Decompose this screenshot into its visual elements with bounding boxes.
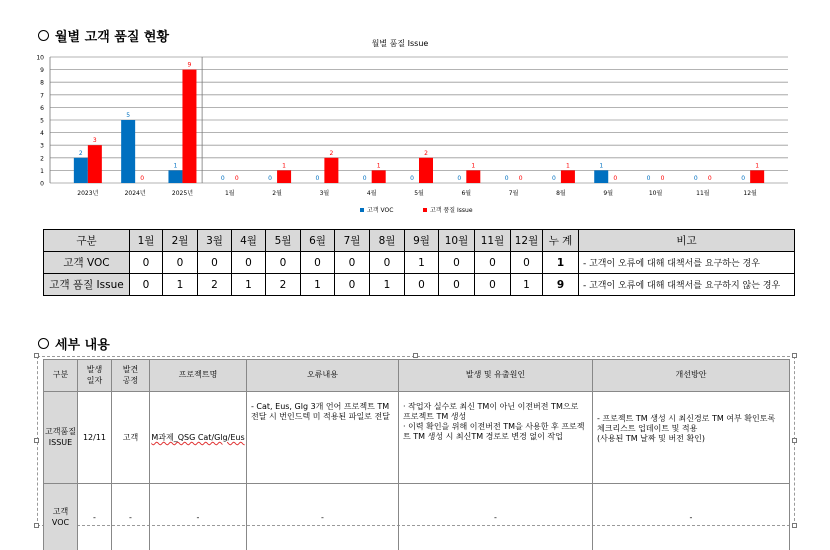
summary-row xyxy=(44,274,795,296)
summary-header-cell: 11월 xyxy=(475,230,511,252)
chart-xtick-label: 12월 xyxy=(743,190,757,197)
chart-ytick-label: 6 xyxy=(40,104,44,112)
summary-header-cell: 12월 xyxy=(511,230,543,252)
summary-cell: 2 xyxy=(198,274,232,296)
summary-cell: 1 xyxy=(405,252,439,274)
detail-row-label: 고객품질 ISSUE xyxy=(44,392,78,484)
summary-cell: 0 xyxy=(405,274,439,296)
chart-data-label: 1 xyxy=(471,162,476,170)
chart-ytick-label: 4 xyxy=(40,130,44,138)
chart-data-label: 5 xyxy=(126,112,131,119)
summary-header-cell: 6월 xyxy=(301,230,335,252)
summary-header-cell: 1월 xyxy=(130,230,163,252)
chart-xtick-label: 2025년 xyxy=(171,190,194,197)
chart-bar xyxy=(466,170,480,183)
summary-cell: 0 xyxy=(198,252,232,274)
summary-header-cell: 4월 xyxy=(232,230,266,252)
chart-bar xyxy=(277,170,291,183)
chart-ytick-label: 5 xyxy=(40,117,44,125)
summary-cell: 0 xyxy=(163,252,198,274)
detail-improvement: - xyxy=(593,484,790,550)
summary-row xyxy=(44,252,795,274)
detail-row-issue xyxy=(44,392,790,484)
chart-xtick-label: 2월 xyxy=(272,190,282,197)
chart-xtick-label: 6월 xyxy=(461,190,472,197)
resize-handle-bottom-right[interactable] xyxy=(792,523,797,528)
chart-xtick-label: 11월 xyxy=(696,190,710,197)
chart-ytick-label: 9 xyxy=(40,67,44,75)
chart-ytick-label: 8 xyxy=(40,79,44,87)
chart-legend-label: 고객 VOC xyxy=(367,207,394,214)
resize-handle-top-middle[interactable] xyxy=(413,353,418,358)
summary-header-row xyxy=(44,230,795,252)
summary-cell: 0 xyxy=(232,252,266,274)
circle-bullet-icon xyxy=(38,338,49,349)
section-title-detail xyxy=(38,334,110,353)
summary-cell: 1 xyxy=(370,274,405,296)
summary-cell: 0 xyxy=(130,274,163,296)
summary-header-cell: 구분 xyxy=(44,230,130,252)
section-title-detail-text: 세부 내용 xyxy=(55,338,110,353)
chart-xtick-label: 10월 xyxy=(648,190,663,197)
summary-table xyxy=(43,229,795,296)
detail-table xyxy=(43,359,790,550)
chart-data-label: 0 xyxy=(220,175,225,182)
summary-cell: 0 xyxy=(335,274,370,296)
chart-data-label: 9 xyxy=(187,61,192,69)
detail-date: 12/11 xyxy=(78,392,112,484)
summary-cell: 1 xyxy=(511,274,543,296)
detail-row-label: 고객 VOC xyxy=(44,484,78,550)
chart-data-label: 0 xyxy=(362,175,367,182)
detail-error: - Cat, Eus, Glg 3개 언어 프로젝트 TM 전달 시 번인드텍 미 적용된 파일로 전달 xyxy=(247,392,399,484)
chart-bar xyxy=(561,170,575,183)
summary-row-label: 고객 VOC xyxy=(44,252,130,274)
section-title-monthly-text: 월별 고객 품질 현황 xyxy=(55,30,170,45)
summary-header-cell: 누 계 xyxy=(543,230,579,252)
summary-total: 1 xyxy=(543,252,579,274)
summary-header-cell: 비고 xyxy=(579,230,795,252)
chart-ytick-label: 0 xyxy=(40,180,44,188)
detail-error: - xyxy=(247,484,399,550)
chart-data-label: 0 xyxy=(234,175,239,182)
resize-handle-top-left[interactable] xyxy=(34,353,39,358)
chart-title: 월별 품질 Issue xyxy=(371,39,429,48)
chart-xtick-label: 7월 xyxy=(508,190,519,197)
chart-data-label: 1 xyxy=(755,162,760,170)
chart-bar xyxy=(594,170,608,183)
chart-data-label: 0 xyxy=(410,175,414,182)
chart-data-label: 0 xyxy=(646,175,651,182)
summary-cell: 1 xyxy=(232,274,266,296)
detail-date: - xyxy=(78,484,112,550)
chart-xtick-label: 4월 xyxy=(366,190,377,197)
summary-cell: 0 xyxy=(130,252,163,274)
chart-ytick-label: 1 xyxy=(40,167,44,175)
resize-handle-left-middle[interactable] xyxy=(34,438,39,443)
chart-bar xyxy=(750,170,764,183)
chart-data-label: 0 xyxy=(140,175,145,182)
summary-cell: 0 xyxy=(475,274,511,296)
summary-header-cell: 9월 xyxy=(405,230,439,252)
chart-bar xyxy=(168,170,182,183)
chart-bar xyxy=(121,120,135,183)
chart-bar xyxy=(419,158,433,183)
detail-header-cell: 개선방안 xyxy=(593,360,790,392)
chart-data-label: 0 xyxy=(457,175,462,182)
summary-cell: 2 xyxy=(266,274,301,296)
chart-data-label: 0 xyxy=(693,175,698,182)
chart-bar xyxy=(182,70,196,183)
chart-data-label: 0 xyxy=(268,175,272,182)
chart-ytick-label: 3 xyxy=(40,142,44,150)
chart-data-label: 2 xyxy=(424,149,428,157)
chart-legend-swatch xyxy=(360,208,364,212)
chart-xtick-label: 9월 xyxy=(603,190,614,197)
detail-header-cell: 발생 일자 xyxy=(78,360,112,392)
summary-note: - 고객이 오류에 대해 대책서를 요구하지 않는 경우 xyxy=(579,274,795,296)
summary-cell: 1 xyxy=(163,274,198,296)
summary-cell: 1 xyxy=(301,274,335,296)
chart-ytick-label: 7 xyxy=(40,92,44,100)
summary-cell: 0 xyxy=(439,274,475,296)
chart-legend-label: 고객 품질 Issue xyxy=(430,207,473,214)
detail-process: - xyxy=(112,484,150,550)
summary-header-cell: 10월 xyxy=(439,230,475,252)
chart-data-label: 3 xyxy=(92,137,97,145)
summary-cell: 0 xyxy=(475,252,511,274)
detail-header-cell: 오류내용 xyxy=(247,360,399,392)
detail-header-cell: 발생 및 유출원인 xyxy=(399,360,593,392)
summary-total: 9 xyxy=(543,274,579,296)
chart-ytick-label: 2 xyxy=(40,155,44,163)
resize-handle-bottom-left[interactable] xyxy=(34,523,39,528)
summary-cell: 0 xyxy=(301,252,335,274)
chart-bar xyxy=(88,145,102,183)
resize-handle-top-right[interactable] xyxy=(792,353,797,358)
chart-data-label: 1 xyxy=(566,162,570,170)
monthly-quality-chart xyxy=(22,36,798,221)
chart-bar xyxy=(324,158,338,183)
chart-legend-swatch xyxy=(423,208,427,212)
summary-cell: 0 xyxy=(266,252,301,274)
chart-data-label: 0 xyxy=(741,175,746,182)
detail-header-row xyxy=(44,360,790,392)
detail-cause: · 작업자 실수로 최신 TM이 아닌 이전버전 TM으로 프로젝트 TM 생성 · 이력 확인을 위해 이전버전 TM을 사용한 후 프로젝트 TM 생성 시 최신TM 경로로 변경 없이 작업 xyxy=(399,392,593,484)
detail-row-voc xyxy=(44,484,790,550)
detail-process: 고객 xyxy=(112,392,150,484)
summary-note: - 고객이 오류에 대해 대책서를 요구하는 경우 xyxy=(579,252,795,274)
chart-bar xyxy=(74,158,88,183)
detail-project: - xyxy=(150,484,247,550)
chart-xtick-label: 2023년 xyxy=(77,190,99,197)
chart-data-label: 0 xyxy=(660,175,665,182)
summary-cell: 0 xyxy=(370,252,405,274)
chart-data-label: 0 xyxy=(552,175,556,182)
summary-header-cell: 7월 xyxy=(335,230,370,252)
summary-cell: 0 xyxy=(511,252,543,274)
detail-cause: - xyxy=(399,484,593,550)
summary-header-cell: 8월 xyxy=(370,230,405,252)
chart-bar xyxy=(372,170,386,183)
chart-data-label: 0 xyxy=(315,175,320,182)
chart-data-label: 2 xyxy=(329,149,334,157)
chart-xtick-label: 1월 xyxy=(224,190,235,197)
chart-data-label: 0 xyxy=(518,175,523,182)
chart-data-label: 0 xyxy=(504,175,509,182)
summary-header-cell: 5월 xyxy=(266,230,301,252)
chart-data-label: 1 xyxy=(282,162,286,170)
summary-header-cell: 2월 xyxy=(163,230,198,252)
chart-xtick-label: 2024년 xyxy=(124,190,146,197)
detail-improvement: - 프로젝트 TM 생성 시 최신경로 TM 여부 확인토록 체크리스트 업데이트 및 적용 (사용된 TM 날짜 및 버전 확인) xyxy=(593,392,790,484)
chart-data-label: 1 xyxy=(376,162,381,170)
detail-header-cell: 발견 공정 xyxy=(112,360,150,392)
chart-data-label: 0 xyxy=(613,175,618,182)
chart-xtick-label: 3월 xyxy=(319,190,330,197)
detail-header-cell: 프로젝트명 xyxy=(150,360,247,392)
chart-data-label: 1 xyxy=(599,162,604,170)
chart-data-label: 1 xyxy=(173,162,178,170)
detail-header-cell: 구분 xyxy=(44,360,78,392)
chart-xtick-label: 5월 xyxy=(414,190,424,197)
summary-header-cell: 3월 xyxy=(198,230,232,252)
summary-cell: 0 xyxy=(439,252,475,274)
detail-project: M과제_QSG Cat/Glg/Eus xyxy=(150,392,247,484)
summary-cell: 0 xyxy=(335,252,370,274)
resize-handle-right-middle[interactable] xyxy=(792,438,797,443)
chart-xtick-label: 8월 xyxy=(556,190,566,197)
summary-row-label: 고객 품질 Issue xyxy=(44,274,130,296)
chart-ytick-label: 10 xyxy=(36,54,44,62)
chart-data-label: 0 xyxy=(707,175,712,182)
chart-data-label: 2 xyxy=(78,149,83,157)
